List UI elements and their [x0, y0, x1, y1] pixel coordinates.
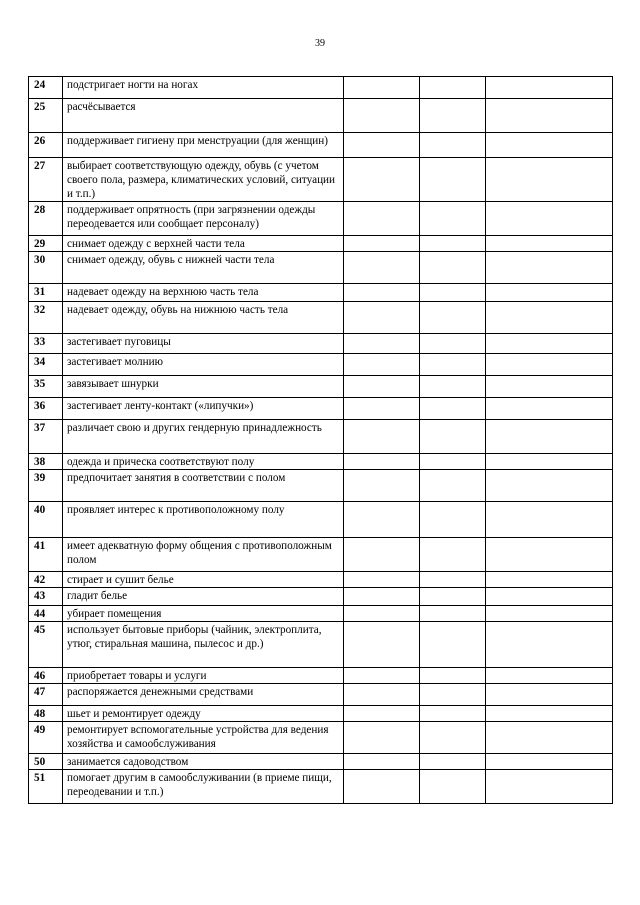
rating-cell [486, 398, 613, 420]
rating-cell [420, 252, 486, 284]
rating-cell [486, 376, 613, 398]
rating-cell [344, 202, 420, 236]
row-number: 46 [29, 668, 63, 684]
assessment-table [28, 76, 613, 804]
rating-cell [486, 133, 613, 158]
row-skill-text: поддерживает гигиену при менструации (для женщин) [63, 133, 344, 158]
row-skill-text: надевает одежду, обувь на нижнюю часть тела [63, 302, 344, 334]
row-skill-text: убирает помещения [63, 606, 344, 622]
row-skill-text: проявляет интерес к противоположному полу [63, 502, 344, 538]
row-skill-text: подстригает ногти на ногах [63, 77, 344, 99]
table-row [29, 722, 613, 754]
rating-cell [344, 158, 420, 202]
rating-cell [420, 770, 486, 804]
table-row [29, 398, 613, 420]
rating-cell [420, 158, 486, 202]
row-number: 28 [29, 202, 63, 236]
table-row [29, 502, 613, 538]
row-number: 25 [29, 99, 63, 133]
page-number: 39 [315, 38, 325, 49]
rating-cell [486, 158, 613, 202]
row-skill-text: ремонтирует вспомогательные устройства для ведения хозяйства и самообслуживания [63, 722, 344, 754]
row-number: 41 [29, 538, 63, 572]
rating-cell [420, 284, 486, 302]
row-number: 40 [29, 502, 63, 538]
row-skill-text: застегивает пуговицы [63, 334, 344, 354]
row-number: 30 [29, 252, 63, 284]
rating-cell [486, 302, 613, 334]
row-number: 31 [29, 284, 63, 302]
table-row [29, 99, 613, 133]
rating-cell [420, 133, 486, 158]
row-skill-text: распоряжается денежными средствами [63, 684, 344, 706]
rating-cell [486, 502, 613, 538]
rating-cell [344, 354, 420, 376]
table-row [29, 236, 613, 252]
rating-cell [344, 99, 420, 133]
rating-cell [420, 236, 486, 252]
rating-cell [344, 588, 420, 606]
row-number: 26 [29, 133, 63, 158]
table-row [29, 622, 613, 668]
row-skill-text: предпочитает занятия в соответствии с полом [63, 470, 344, 502]
rating-cell [344, 502, 420, 538]
table-row [29, 202, 613, 236]
rating-cell [344, 454, 420, 470]
row-skill-text: снимает одежду с верхней части тела [63, 236, 344, 252]
row-number: 35 [29, 376, 63, 398]
row-number: 49 [29, 722, 63, 754]
row-skill-text: различает свою и других гендерную принадлежность [63, 420, 344, 454]
row-skill-text: расчёсывается [63, 99, 344, 133]
row-skill-text: надевает одежду на верхнюю часть тела [63, 284, 344, 302]
row-number: 45 [29, 622, 63, 668]
table-row [29, 454, 613, 470]
rating-cell [420, 538, 486, 572]
rating-cell [420, 99, 486, 133]
rating-cell [344, 398, 420, 420]
rating-cell [420, 722, 486, 754]
rating-cell [486, 420, 613, 454]
rating-cell [486, 572, 613, 588]
row-skill-text: приобретает товары и услуги [63, 668, 344, 684]
rating-cell [344, 706, 420, 722]
rating-cell [344, 236, 420, 252]
rating-cell [486, 354, 613, 376]
rating-cell [486, 202, 613, 236]
table-row [29, 538, 613, 572]
rating-cell [344, 606, 420, 622]
rating-cell [420, 470, 486, 502]
row-skill-text: шьет и ремонтирует одежду [63, 706, 344, 722]
rating-cell [420, 77, 486, 99]
rating-cell [344, 622, 420, 668]
rating-cell [420, 398, 486, 420]
row-number: 36 [29, 398, 63, 420]
rating-cell [420, 376, 486, 398]
rating-cell [344, 722, 420, 754]
table-row [29, 572, 613, 588]
rating-cell [486, 622, 613, 668]
table-row [29, 302, 613, 334]
row-number: 51 [29, 770, 63, 804]
rating-cell [486, 538, 613, 572]
rating-cell [344, 77, 420, 99]
rating-cell [420, 502, 486, 538]
table-row [29, 588, 613, 606]
rating-cell [486, 454, 613, 470]
rating-cell [344, 302, 420, 334]
table-row [29, 376, 613, 398]
rating-cell [344, 284, 420, 302]
table-row [29, 420, 613, 454]
row-number: 33 [29, 334, 63, 354]
rating-cell [344, 420, 420, 454]
row-number: 42 [29, 572, 63, 588]
row-number: 43 [29, 588, 63, 606]
row-skill-text: поддерживает опрятность (при загрязнении одежды переодевается или сообщает персоналу) [63, 202, 344, 236]
table-row [29, 252, 613, 284]
row-number: 27 [29, 158, 63, 202]
rating-cell [420, 668, 486, 684]
rating-cell [420, 354, 486, 376]
table-row [29, 470, 613, 502]
row-number: 38 [29, 454, 63, 470]
rating-cell [344, 376, 420, 398]
row-number: 39 [29, 470, 63, 502]
rating-cell [486, 722, 613, 754]
rating-cell [486, 236, 613, 252]
rating-cell [486, 770, 613, 804]
table-row [29, 668, 613, 684]
row-number: 48 [29, 706, 63, 722]
table-row [29, 770, 613, 804]
table-row [29, 754, 613, 770]
rating-cell [486, 606, 613, 622]
row-skill-text: завязывает шнурки [63, 376, 344, 398]
row-skill-text: помогает другим в самообслуживании (в приеме пищи, переодевании и т.п.) [63, 770, 344, 804]
rating-cell [420, 302, 486, 334]
row-skill-text: использует бытовые приборы (чайник, электроплита, утюг, стиральная машина, пылесос и др.) [63, 622, 344, 668]
row-skill-text: стирает и сушит белье [63, 572, 344, 588]
rating-cell [344, 684, 420, 706]
rating-cell [420, 334, 486, 354]
row-number: 34 [29, 354, 63, 376]
row-number: 37 [29, 420, 63, 454]
table-row [29, 158, 613, 202]
table-row [29, 706, 613, 722]
rating-cell [420, 606, 486, 622]
rating-cell [344, 754, 420, 770]
rating-cell [420, 572, 486, 588]
rating-cell [420, 706, 486, 722]
rating-cell [420, 754, 486, 770]
rating-cell [486, 334, 613, 354]
rating-cell [486, 684, 613, 706]
rating-cell [486, 706, 613, 722]
row-number: 47 [29, 684, 63, 706]
row-skill-text: гладит белье [63, 588, 344, 606]
rating-cell [420, 684, 486, 706]
table-row [29, 334, 613, 354]
rating-cell [344, 770, 420, 804]
table-row [29, 77, 613, 99]
row-skill-text: застегивает ленту-контакт («липучки») [63, 398, 344, 420]
row-number: 44 [29, 606, 63, 622]
table-row [29, 606, 613, 622]
rating-cell [486, 668, 613, 684]
rating-cell [344, 252, 420, 284]
rating-cell [344, 668, 420, 684]
table-body [29, 77, 613, 804]
row-skill-text: снимает одежду, обувь с нижней части тела [63, 252, 344, 284]
row-number: 32 [29, 302, 63, 334]
table-row [29, 684, 613, 706]
rating-cell [486, 284, 613, 302]
rating-cell [344, 538, 420, 572]
row-skill-text: выбирает соответствующую одежду, обувь (с учетом своего пола, размера, климатических условий, ситуации и т.п.) [63, 158, 344, 202]
rating-cell [344, 470, 420, 502]
row-number: 29 [29, 236, 63, 252]
rating-cell [344, 133, 420, 158]
rating-cell [344, 572, 420, 588]
rating-cell [420, 420, 486, 454]
rating-cell [420, 622, 486, 668]
rating-cell [486, 588, 613, 606]
row-number: 50 [29, 754, 63, 770]
rating-cell [420, 202, 486, 236]
row-skill-text: имеет адекватную форму общения с противоположным полом [63, 538, 344, 572]
rating-cell [420, 454, 486, 470]
row-skill-text: застегивает молнию [63, 354, 344, 376]
rating-cell [420, 588, 486, 606]
table-row [29, 133, 613, 158]
rating-cell [486, 470, 613, 502]
table-row [29, 284, 613, 302]
row-skill-text: занимается садоводством [63, 754, 344, 770]
rating-cell [486, 754, 613, 770]
row-skill-text: одежда и прическа соответствуют полу [63, 454, 344, 470]
rating-cell [486, 252, 613, 284]
row-number: 24 [29, 77, 63, 99]
rating-cell [344, 334, 420, 354]
rating-cell [486, 77, 613, 99]
rating-cell [486, 99, 613, 133]
table-row [29, 354, 613, 376]
